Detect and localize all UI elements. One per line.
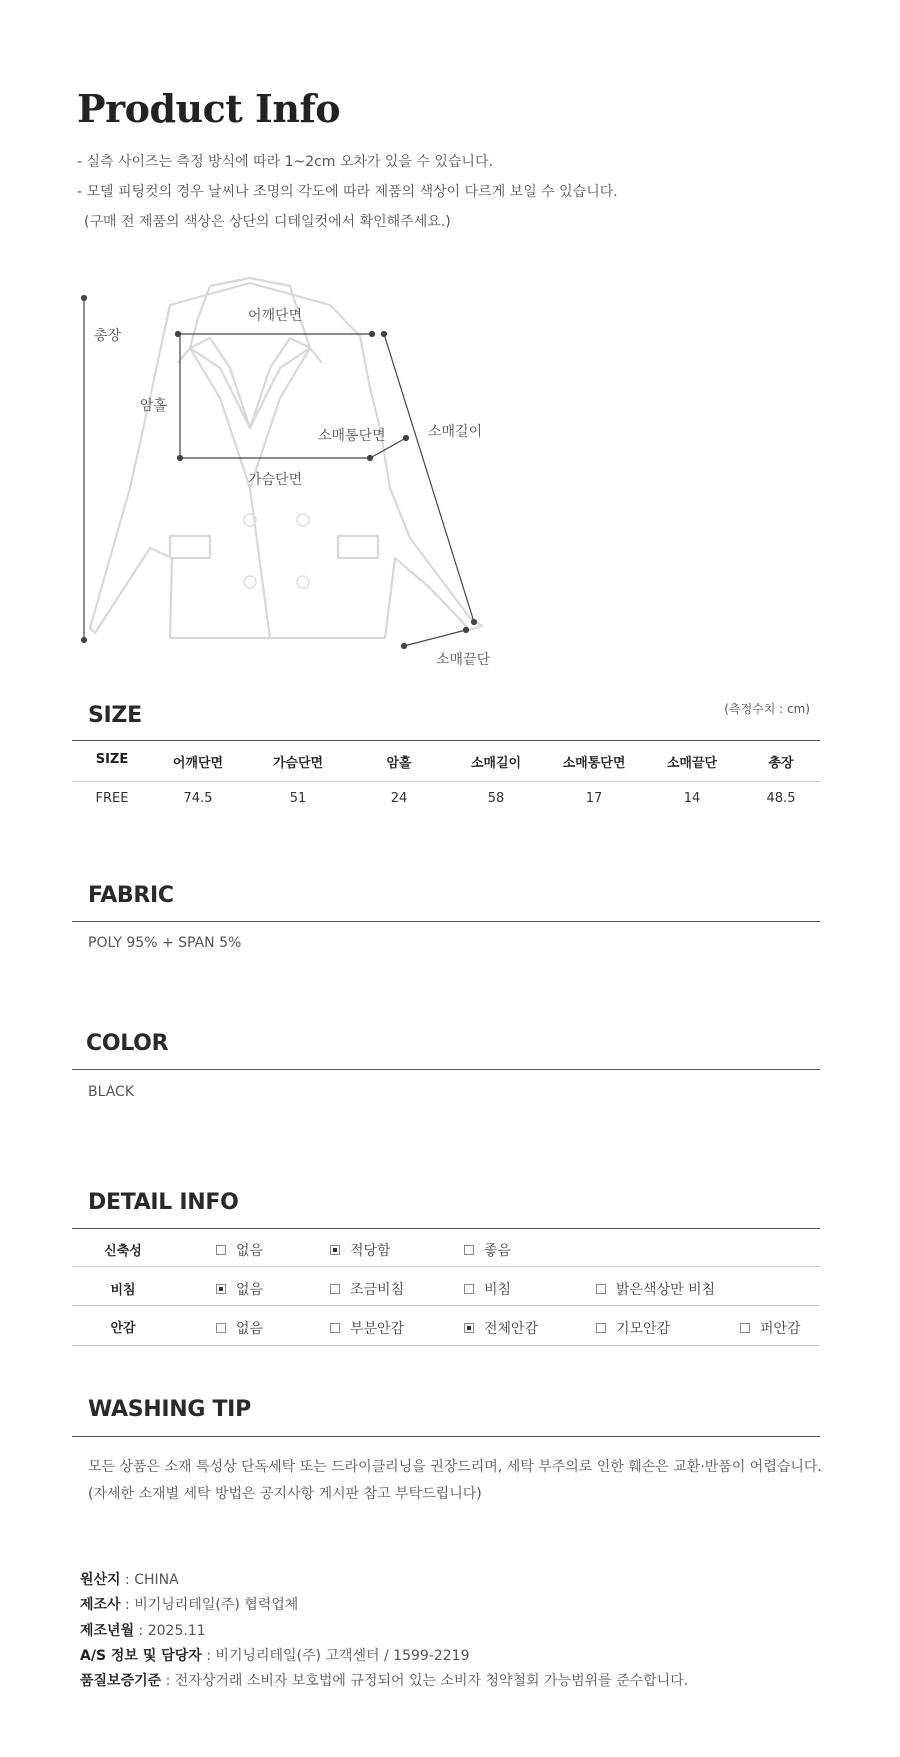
meta-label: 제조사 xyxy=(80,1597,121,1613)
color-note: - 모델 피팅컷의 경우 날씨나 조명의 각도에 따라 제품의 색상이 다르게 보일 수 있습니다. xyxy=(77,184,618,200)
color-divider xyxy=(72,1069,820,1070)
label-sleeve-hem: 소매끝단 xyxy=(436,652,491,668)
meta-manufacture-date xyxy=(80,1620,206,1640)
size-cell-length: 48.5 xyxy=(766,791,796,806)
size-note: - 실측 사이즈는 측정 방식에 따라 1~2cm 오차가 있을 수 있습니다. xyxy=(77,154,493,170)
detail-row-divider xyxy=(72,1345,820,1346)
meta-value: : CHINA xyxy=(120,1572,179,1588)
checkbox-icon xyxy=(464,1284,474,1294)
size-cell-chest: 51 xyxy=(289,791,307,806)
checkbox-icon xyxy=(330,1323,340,1333)
color-note-sub: (구매 전 제품의 색상은 상단의 디테일컷에서 확인해주세요.) xyxy=(84,214,451,230)
option-label: 없음 xyxy=(236,1321,264,1337)
fabric-value: POLY 95% + SPAN 5% xyxy=(88,935,242,951)
size-table-header xyxy=(72,752,820,771)
label-armhole: 암홀 xyxy=(140,398,168,414)
meta-value: : 비기닝리테일(주) 고객센터 / 1599-2219 xyxy=(201,1648,470,1664)
garment-measurement-diagram xyxy=(70,258,510,668)
checkbox-checked-icon xyxy=(464,1323,474,1333)
size-cell-sleeve-hem: 14 xyxy=(683,791,701,806)
meta-value: : 2025.11 xyxy=(134,1623,206,1639)
option-lining-fur[interactable] xyxy=(740,1318,801,1338)
fabric-section-title: FABRIC xyxy=(88,883,174,908)
option-label: 적당함 xyxy=(350,1243,391,1259)
size-header-divider xyxy=(72,781,820,782)
option-lining-fleece[interactable] xyxy=(596,1318,670,1338)
size-divider xyxy=(72,740,820,741)
option-label: 전체안감 xyxy=(484,1321,539,1337)
size-header-shoulder: 어깨단면 xyxy=(172,756,224,771)
size-cell-size: FREE xyxy=(95,791,129,806)
option-sheer-slight[interactable] xyxy=(330,1279,404,1299)
size-header-sleeve-hem: 소매끝단 xyxy=(666,756,718,771)
size-header-size: SIZE xyxy=(95,752,129,767)
checkbox-icon xyxy=(740,1323,750,1333)
option-label: 퍼안감 xyxy=(760,1321,801,1337)
meta-as-info xyxy=(80,1645,470,1665)
meta-value: : 비기닝리테일(주) 협력업체 xyxy=(120,1597,299,1613)
option-sheer-light-colors[interactable] xyxy=(596,1279,715,1299)
size-cell-sleeve-length: 58 xyxy=(487,791,505,806)
option-lining-partial[interactable] xyxy=(330,1318,404,1338)
checkbox-icon xyxy=(596,1323,606,1333)
option-stretch-none[interactable] xyxy=(216,1240,263,1260)
washing-text-note: (자세한 소재별 세탁 방법은 공지사항 게시판 참고 부탁드립니다) xyxy=(88,1486,482,1502)
color-section-title: COLOR xyxy=(86,1031,169,1056)
detail-divider xyxy=(72,1228,820,1229)
label-shoulder: 어깨단면 xyxy=(248,308,303,324)
size-section-title: SIZE xyxy=(88,703,142,728)
size-header-chest: 가슴단면 xyxy=(272,756,324,771)
checkbox-icon xyxy=(596,1284,606,1294)
option-label: 없음 xyxy=(236,1282,264,1298)
color-value: BLACK xyxy=(88,1084,135,1100)
meta-quality-guarantee xyxy=(80,1670,688,1690)
size-cell-sleeve-width: 17 xyxy=(585,791,603,806)
checkbox-icon xyxy=(216,1245,226,1255)
label-chest: 가슴단면 xyxy=(248,472,303,488)
option-lining-full[interactable] xyxy=(464,1318,538,1338)
checkbox-checked-icon xyxy=(216,1284,226,1294)
checkbox-icon xyxy=(464,1245,474,1255)
option-sheer-none[interactable] xyxy=(216,1279,263,1299)
label-length: 총장 xyxy=(94,328,122,344)
detail-label-lining: 안감 xyxy=(110,1321,136,1336)
option-label: 비침 xyxy=(484,1282,512,1298)
meta-origin xyxy=(80,1569,179,1589)
meta-label: A/S 정보 및 담당자 xyxy=(80,1648,202,1664)
washing-text-main: 모든 상품은 소재 특성상 단독세탁 또는 드라이클리닝을 권장드리며, 세탁 부주의로 인한 훼손은 교환·반품이 어렵습니다. xyxy=(88,1459,822,1475)
option-label: 조금비침 xyxy=(350,1282,405,1298)
size-unit: (측정수치 : cm) xyxy=(724,702,810,716)
option-lining-none[interactable] xyxy=(216,1318,263,1338)
size-cell-shoulder: 74.5 xyxy=(183,791,213,806)
meta-label: 원산지 xyxy=(80,1572,121,1588)
meta-label: 제조년월 xyxy=(80,1623,135,1639)
option-stretch-good[interactable] xyxy=(464,1240,511,1260)
option-stretch-moderate[interactable] xyxy=(330,1240,391,1260)
option-label: 부분안감 xyxy=(350,1321,405,1337)
page-title: Product Info xyxy=(77,86,341,131)
size-header-sleeve-width: 소매통단면 xyxy=(562,756,626,771)
option-label: 기모안감 xyxy=(616,1321,671,1337)
option-label: 좋음 xyxy=(484,1243,512,1259)
meta-label: 품질보증기준 xyxy=(80,1673,162,1689)
option-sheer-yes[interactable] xyxy=(464,1279,511,1299)
fabric-divider xyxy=(72,921,820,922)
option-label: 없음 xyxy=(236,1243,264,1259)
meta-manufacturer xyxy=(80,1594,298,1614)
checkbox-icon xyxy=(216,1323,226,1333)
checkbox-checked-icon xyxy=(330,1245,340,1255)
detail-label-sheerness: 비침 xyxy=(110,1283,136,1298)
washing-section-title: WASHING TIP xyxy=(88,1397,251,1422)
label-sleeve-length: 소매길이 xyxy=(428,424,483,440)
option-label: 밝은색상만 비침 xyxy=(616,1282,716,1298)
size-header-length: 총장 xyxy=(768,756,794,771)
detail-label-stretch: 신축성 xyxy=(104,1244,142,1259)
size-header-sleeve-length: 소매길이 xyxy=(470,756,522,771)
size-header-armhole: 암홀 xyxy=(386,756,412,771)
meta-value: : 전자상거래 소비자 보호법에 규정되어 있는 소비자 청약철회 가능범위를 준수합니다. xyxy=(161,1673,689,1689)
detail-row-divider xyxy=(72,1305,820,1306)
checkbox-icon xyxy=(330,1284,340,1294)
label-sleeve-width: 소매통단면 xyxy=(318,428,386,444)
table-row xyxy=(72,791,820,806)
washing-divider xyxy=(72,1436,820,1437)
detail-row-divider xyxy=(72,1266,820,1267)
size-cell-armhole: 24 xyxy=(390,791,408,806)
detail-section-title: DETAIL INFO xyxy=(88,1190,239,1215)
